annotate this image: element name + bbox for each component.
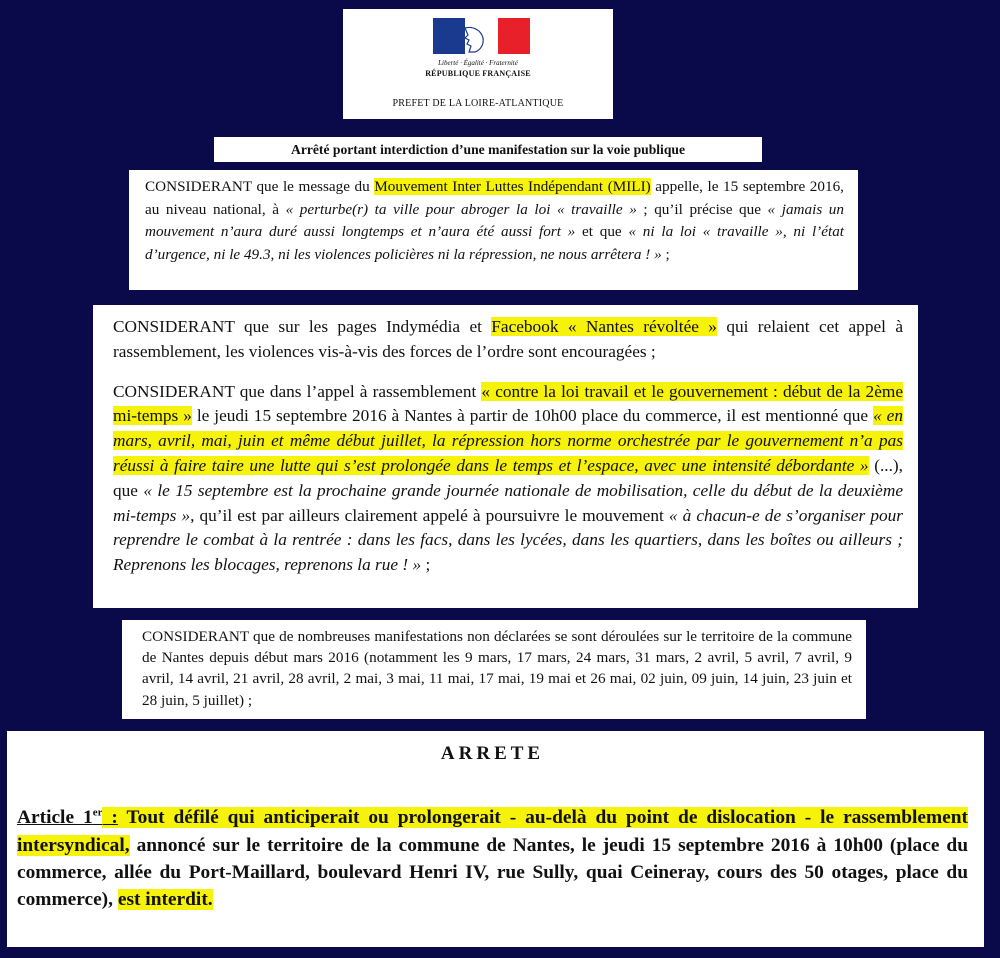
highlight-appel-title: « contre la loi travail et le gouvernement : début de la 2ème mi-temps » — [113, 381, 903, 426]
arrete-heading: ARRETE — [440, 743, 545, 764]
considerant-mili-paragraph: CONSIDERANT que le message du Mouvement Inter Luttes Indépendant (MILI) appelle, le 15 septembre 2016, au niveau national, à « perturbe(r) ta ville pour abroger la loi « travaille » ; qu’il précise que « jamais un mouvement n’aura duré aussi longtemps et n’aura été aussi fort » et que « ni la loi « travaille », ni l’état d’urgence, ni le 49.3, ni les violences policières ni la répression, ne nous arrêtera ! » ; — [129, 170, 858, 290]
highlight-repression-quote: « en mars, avril, mai, juin et même début juillet, la répression hors norme orchestrée par le gouvernement n’a pas réussi à faire taire une lutte qui s’est prolongée dans le temps et l’espace, avec une intensité débordante » — [113, 406, 903, 475]
prefect-title: PREFET DE LA LOIRE-ATLANTIQUE — [392, 98, 564, 109]
highlight-est-interdit: est interdit. — [117, 889, 213, 911]
article-1-paragraph: Article 1er : Tout défilé qui anticiperait ou prolongerait - au-delà du point de dislocation - le rassemblement intersyndical, annoncé sur le territoire de la commune de Nantes, le jeudi 15 septembre 2016 à 10h00 (place du commerce, allée du Port-Maillard, boulevard Henri IV, rue Sully, quai Ceineray, cours des 50 otages, place du commerce), est interdit. — [17, 807, 968, 911]
considerant-facebook-paragraph: CONSIDERANT que sur les pages Indymédia et Facebook « Nantes révoltée » qui relaient cet appel à rassemblement, les violences vis-à-vis des forces de l’ordre sont encouragées ; — [113, 317, 903, 361]
republic-motto: Liberté · Égalité · Fraternité — [438, 59, 518, 67]
arrete-panel — [7, 731, 984, 947]
considerant-facebook-appel-panel — [93, 305, 918, 608]
highlight-interdiction: Tout défilé qui anticiperait ou prolongerait - au-delà du point de dislocation - le rassemblement intersyndical, — [17, 807, 968, 856]
considerant-appel-paragraph: CONSIDERANT que dans l’appel à rassemblement « contre la loi travail et le gouvernement : début de la 2ème mi-temps » le jeudi 15 septembre 2016 à Nantes à partir de 10h00 place du commerce, il est mentionné que « en mars, avril, mai, juin et même début juillet, la répression hors norme orchestrée par le gouvernement n’a pas réussi à faire taire une lutte qui s’est prolongée dans le temps et l’espace, avec une intensité débordante » (...), que « le 15 septembre est la prochaine grande journée nationale de mobilisation, celle du début de la deuxième mi-temps », qu’il est par ailleurs clairement appelé à poursuivre le mouvement « à chacun-e de s’organiser pour reprendre le combat à la rentrée : dans les facs, dans les lycées, dans les quartiers, dans les boîtes ou ailleurs ; Reprenons les blocages, reprenons la rue ! » ; — [113, 381, 904, 575]
marianne-flag-logo — [433, 18, 530, 54]
considerant-manifestations-paragraph: CONSIDERANT que de nombreuses manifestations non déclarées se sont déroulées sur le territoire de la commune de Nantes depuis début mars 2016 (notamment les 9 mars, 17 mars, 24 mars, 31 mars, 2 avril, 5 avril, 7 avril, 9 avril, 14 avril, 21 avril, 28 avril, 2 mai, 3 mai, 11 mai, 17 mai, 19 mai et 26 mai, 02 juin, 09 juin, 14 juin, 23 juin et 28 juin, 5 juillet) ; — [122, 620, 866, 719]
republic-name: RÉPUBLIQUE FRANÇAISE — [425, 69, 531, 78]
highlight-mili: Mouvement Inter Luttes Indépendant (MILI) — [374, 178, 651, 195]
marianne-profile-icon — [459, 24, 489, 54]
prefecture-logo-panel — [343, 9, 613, 119]
highlight-facebook: Facebook « Nantes révoltée » — [491, 317, 717, 336]
article-label: Article 1er — [17, 807, 103, 829]
decree-title: Arrêté portant interdiction d’une manifestation sur la voie publique — [214, 137, 762, 162]
